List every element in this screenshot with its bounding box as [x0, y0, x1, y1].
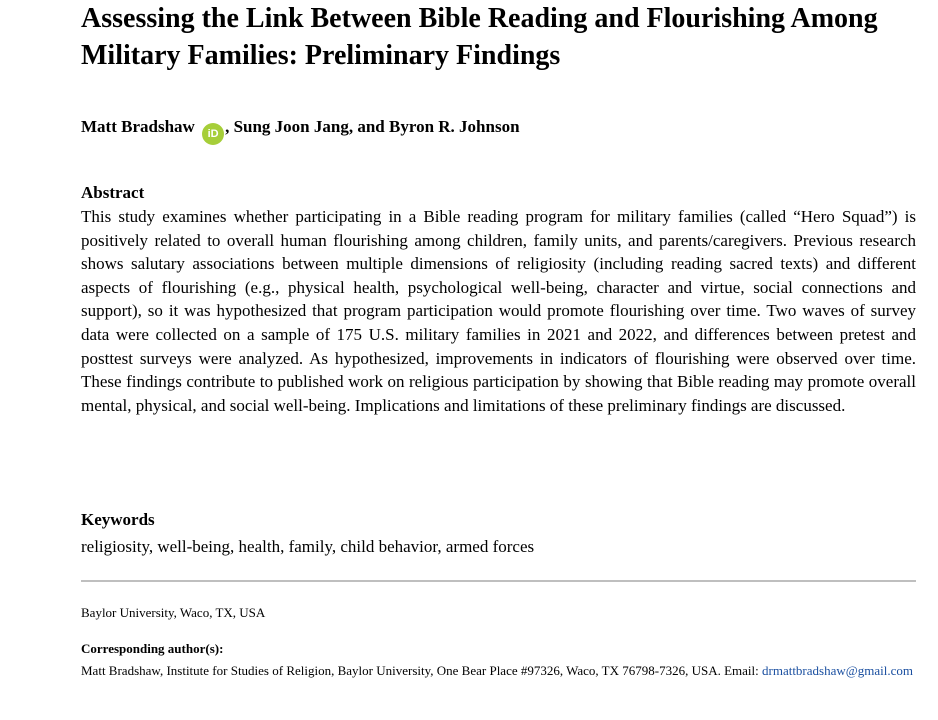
corresponding-author-email-link[interactable]: drmattbradshaw@gmail.com: [762, 663, 913, 678]
corresponding-author-details: [81, 660, 916, 681]
corresponding-author-heading: Corresponding author(s):: [81, 641, 224, 656]
paper-title: Assessing the Link Between Bible Reading and Flourishing Among Military Families: Preliminary Findings: [81, 3, 878, 71]
first-author-name: Matt Bradshaw: [81, 117, 195, 136]
other-authors: , Sung Joon Jang, and Byron R. Johnson: [225, 117, 520, 136]
keywords-heading: Keywords: [81, 510, 155, 529]
abstract-heading: Abstract: [81, 183, 145, 202]
author-line: [81, 115, 520, 145]
corresponding-author-address: Matt Bradshaw, Institute for Studies of Religion, Baylor University, One Bear Place #97326, Waco, TX 76798-7326, USA. Email:: [81, 663, 759, 678]
section-divider: [81, 580, 916, 582]
abstract-text: This study examines whether participating in a Bible reading program for military families (called “Hero Squad”) is positively related to overall human flourishing among children, family units, and parents/caregivers. Previous research shows salutary associations between multiple dimensions of religiosity (including reading sacred texts) and different aspects of flourishing (e.g., physical health, psychological well-being, character and virtue, social connections and support), so it was hypothesized that program participation would promote flourishing over time. Two waves of survey data were collected on a sample of 175 U.S. military families in 2021 and 2022, and differences between pretest and posttest surveys were analyzed. As hypothesized, improvements in indicators of flourishing were observed over time. These findings contribute to published work on religious participation by showing that Bible reading may promote overall mental, physical, and social well-being. Implications and limitations of these preliminary findings are discussed.: [81, 207, 916, 415]
author-affiliation: Baylor University, Waco, TX, USA: [81, 605, 266, 620]
orcid-icon[interactable]: iD: [202, 123, 224, 145]
keywords-text: religiosity, well-being, health, family, child behavior, armed forces: [81, 537, 535, 556]
